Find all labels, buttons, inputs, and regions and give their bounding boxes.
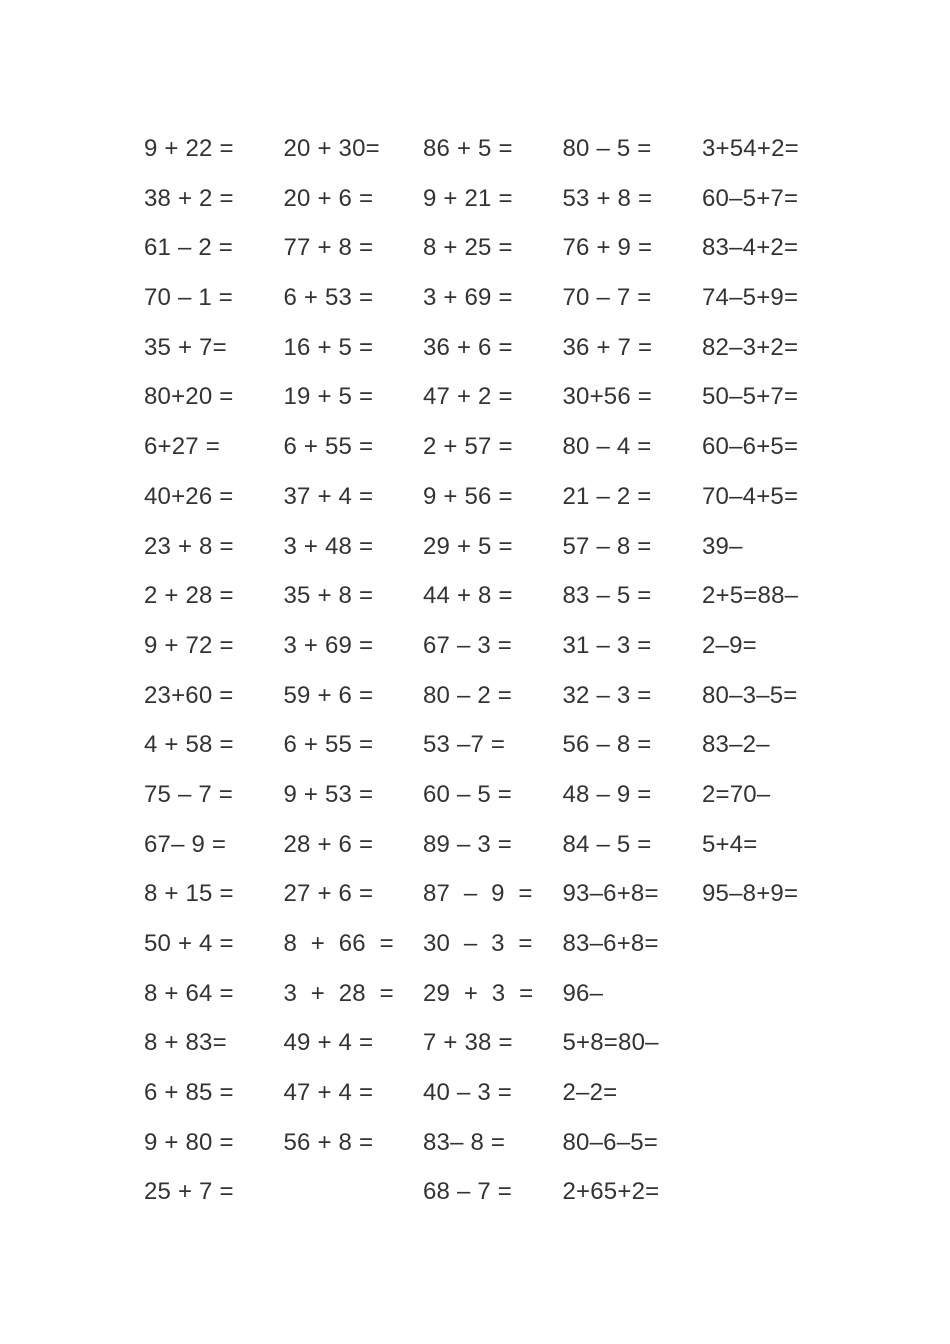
arithmetic-problem: 80–6–5= <box>562 1128 659 1156</box>
arithmetic-problem: 9 + 53 = <box>283 780 374 808</box>
arithmetic-problem: 70 – 7 = <box>562 284 652 312</box>
problem-row <box>144 571 864 621</box>
arithmetic-problem: 30+56 = <box>562 383 652 411</box>
problem-row <box>144 174 864 224</box>
arithmetic-problem: 67– 9 = <box>144 830 227 858</box>
arithmetic-problem: 56 + 8 = <box>283 1128 374 1156</box>
arithmetic-problem: 28 + 6 = <box>283 830 374 858</box>
arithmetic-problem: 86 + 5 = <box>423 135 513 162</box>
arithmetic-problem: 36 + 7 = <box>562 333 653 361</box>
arithmetic-problem: 75 – 7 = <box>144 780 234 808</box>
arithmetic-problem: 3 + 69 = <box>423 284 513 312</box>
arithmetic-problem: 80 – 5 = <box>562 135 652 162</box>
problem-row <box>144 372 864 422</box>
arithmetic-problem: 56 – 8 = <box>562 731 652 759</box>
arithmetic-problem: 9 + 56 = <box>423 482 513 510</box>
arithmetic-problem: 80 – 4 = <box>562 433 652 461</box>
arithmetic-problem: 23+60 = <box>144 681 234 709</box>
arithmetic-problem: 2+5=88– <box>702 582 799 610</box>
arithmetic-problem: 36 + 6 = <box>423 333 513 361</box>
problem-row <box>144 869 864 919</box>
arithmetic-problem: 40 – 3 = <box>423 1079 513 1107</box>
arithmetic-problem: 8 + 25 = <box>423 234 513 262</box>
arithmetic-problem: 32 – 3 = <box>562 681 652 709</box>
arithmetic-problem: 20 + 30= <box>283 135 380 162</box>
arithmetic-problem: 20 + 6 = <box>283 184 374 212</box>
arithmetic-problem: 35 + 8 = <box>283 582 374 610</box>
arithmetic-problem: 3+54+2= <box>702 135 799 162</box>
arithmetic-problem: 21 – 2 = <box>562 482 652 510</box>
problem-row <box>144 720 864 770</box>
arithmetic-problem: 83 – 5 = <box>562 582 652 610</box>
arithmetic-problem: 70 – 1 = <box>144 284 234 312</box>
arithmetic-problem: 38 + 2 = <box>144 184 234 212</box>
arithmetic-problem: 82–3+2= <box>702 333 799 361</box>
arithmetic-problem: 27 + 6 = <box>283 880 374 908</box>
arithmetic-problem: 3 + 28 = <box>283 979 394 1007</box>
arithmetic-problem: 49 + 4 = <box>283 1029 374 1057</box>
arithmetic-problem: 93–6+8= <box>562 880 659 908</box>
problem-row <box>144 671 864 721</box>
arithmetic-problem: 96– <box>562 979 604 1007</box>
problem-row <box>144 472 864 522</box>
arithmetic-problem: 3 + 48 = <box>283 532 374 560</box>
arithmetic-problem: 74–5+9= <box>702 284 799 312</box>
arithmetic-problem: 8 + 66 = <box>283 930 394 957</box>
arithmetic-problem: 59 + 6 = <box>283 681 374 709</box>
arithmetic-problem: 6 + 55 = <box>283 433 374 461</box>
arithmetic-problem: 9 + 22 = <box>144 135 234 162</box>
problem-row <box>144 820 864 870</box>
arithmetic-problem: 60–5+7= <box>702 184 799 212</box>
arithmetic-problem: 80+20 = <box>144 383 234 411</box>
problem-row <box>144 1118 864 1168</box>
arithmetic-problem: 77 + 8 = <box>283 234 374 262</box>
arithmetic-problem: 3 + 69 = <box>283 631 374 659</box>
arithmetic-problem: 89 – 3 = <box>423 830 513 858</box>
arithmetic-problem: 29 + 5 = <box>423 532 513 560</box>
problem-row <box>144 273 864 323</box>
arithmetic-problem: 57 – 8 = <box>562 532 652 560</box>
arithmetic-problem: 9 + 80 = <box>144 1128 234 1156</box>
arithmetic-problem: 8 + 64 = <box>144 979 234 1007</box>
arithmetic-problem: 80–3–5= <box>702 681 798 709</box>
arithmetic-problem: 84 – 5 = <box>562 830 652 858</box>
arithmetic-problem: 60 – 5 = <box>423 780 513 808</box>
arithmetic-problem: 6 + 55 = <box>283 731 374 759</box>
arithmetic-problem: 5+8=80– <box>562 1029 659 1057</box>
arithmetic-problem: 87 – 9 = <box>423 880 533 908</box>
arithmetic-problem: 95–8+9= <box>702 880 799 908</box>
problem-row <box>144 223 864 273</box>
arithmetic-problem: 60–6+5= <box>702 433 799 461</box>
arithmetic-problem: 50–5+7= <box>702 383 799 411</box>
arithmetic-problem: 80 – 2 = <box>423 681 513 709</box>
arithmetic-problem: 9 + 21 = <box>423 184 513 212</box>
arithmetic-problem: 2–9= <box>702 631 757 659</box>
problem-row <box>144 969 864 1019</box>
arithmetic-problem: 4 + 58 = <box>144 731 234 759</box>
arithmetic-problem: 40+26 = <box>144 482 234 510</box>
arithmetic-problem: 61 – 2 = <box>144 234 234 262</box>
arithmetic-problem: 25 + 7 = <box>144 1178 234 1206</box>
arithmetic-problem: 5+4= <box>702 830 758 858</box>
problem-row <box>144 1068 864 1118</box>
arithmetic-problem: 44 + 8 = <box>423 582 513 610</box>
arithmetic-problem: 50 + 4 = <box>144 930 234 957</box>
arithmetic-problem: 39– <box>702 532 743 560</box>
arithmetic-problem: 2–2= <box>562 1079 618 1107</box>
problem-row <box>144 124 864 174</box>
arithmetic-problem: 35 + 7= <box>144 333 227 361</box>
arithmetic-problem: 2=70– <box>702 780 771 808</box>
arithmetic-problem: 8 + 83= <box>144 1029 227 1057</box>
problem-row <box>144 522 864 572</box>
arithmetic-problem: 6+27 = <box>144 433 220 461</box>
arithmetic-problem: 70–4+5= <box>702 482 799 510</box>
problem-row <box>144 1167 864 1217</box>
problem-row <box>144 770 864 820</box>
arithmetic-problem: 47 + 4 = <box>283 1079 374 1107</box>
arithmetic-problem: 53 + 8 = <box>562 184 653 212</box>
arithmetic-problem: 48 – 9 = <box>562 780 652 808</box>
problem-row <box>144 621 864 671</box>
arithmetic-problem: 83–6+8= <box>562 930 659 957</box>
arithmetic-problem: 83–2– <box>702 731 770 759</box>
arithmetic-problem: 9 + 72 = <box>144 631 234 659</box>
problem-row <box>144 422 864 472</box>
arithmetic-problem: 53 –7 = <box>423 731 506 759</box>
arithmetic-problem: 2 + 57 = <box>423 433 513 461</box>
arithmetic-problem: 8 + 15 = <box>144 880 234 908</box>
arithmetic-problem: 68 – 7 = <box>423 1178 513 1206</box>
arithmetic-problem: 19 + 5 = <box>283 383 374 411</box>
arithmetic-problem: 47 + 2 = <box>423 383 513 411</box>
arithmetic-problem: 7 + 38 = <box>423 1029 513 1057</box>
problem-row <box>144 919 864 969</box>
arithmetic-problem: 30 – 3 = <box>423 930 533 957</box>
arithmetic-problem: 67 – 3 = <box>423 631 513 659</box>
arithmetic-problem: 29 + 3 = <box>423 979 534 1007</box>
arithmetic-problem: 16 + 5 = <box>283 333 374 361</box>
arithmetic-problem: 23 + 8 = <box>144 532 234 560</box>
math-worksheet <box>144 124 864 1217</box>
arithmetic-problem: 83–4+2= <box>702 234 799 262</box>
arithmetic-problem: 83– 8 = <box>423 1128 506 1156</box>
arithmetic-problem: 2+65+2= <box>562 1178 660 1206</box>
arithmetic-problem: 6 + 53 = <box>283 284 374 312</box>
arithmetic-problem: 2 + 28 = <box>144 582 234 610</box>
arithmetic-problem: 37 + 4 = <box>283 482 374 510</box>
arithmetic-problem: 31 – 3 = <box>562 631 652 659</box>
arithmetic-problem: 6 + 85 = <box>144 1079 234 1107</box>
problem-row <box>144 323 864 373</box>
problem-row <box>144 1018 864 1068</box>
arithmetic-problem: 76 + 9 = <box>562 234 653 262</box>
